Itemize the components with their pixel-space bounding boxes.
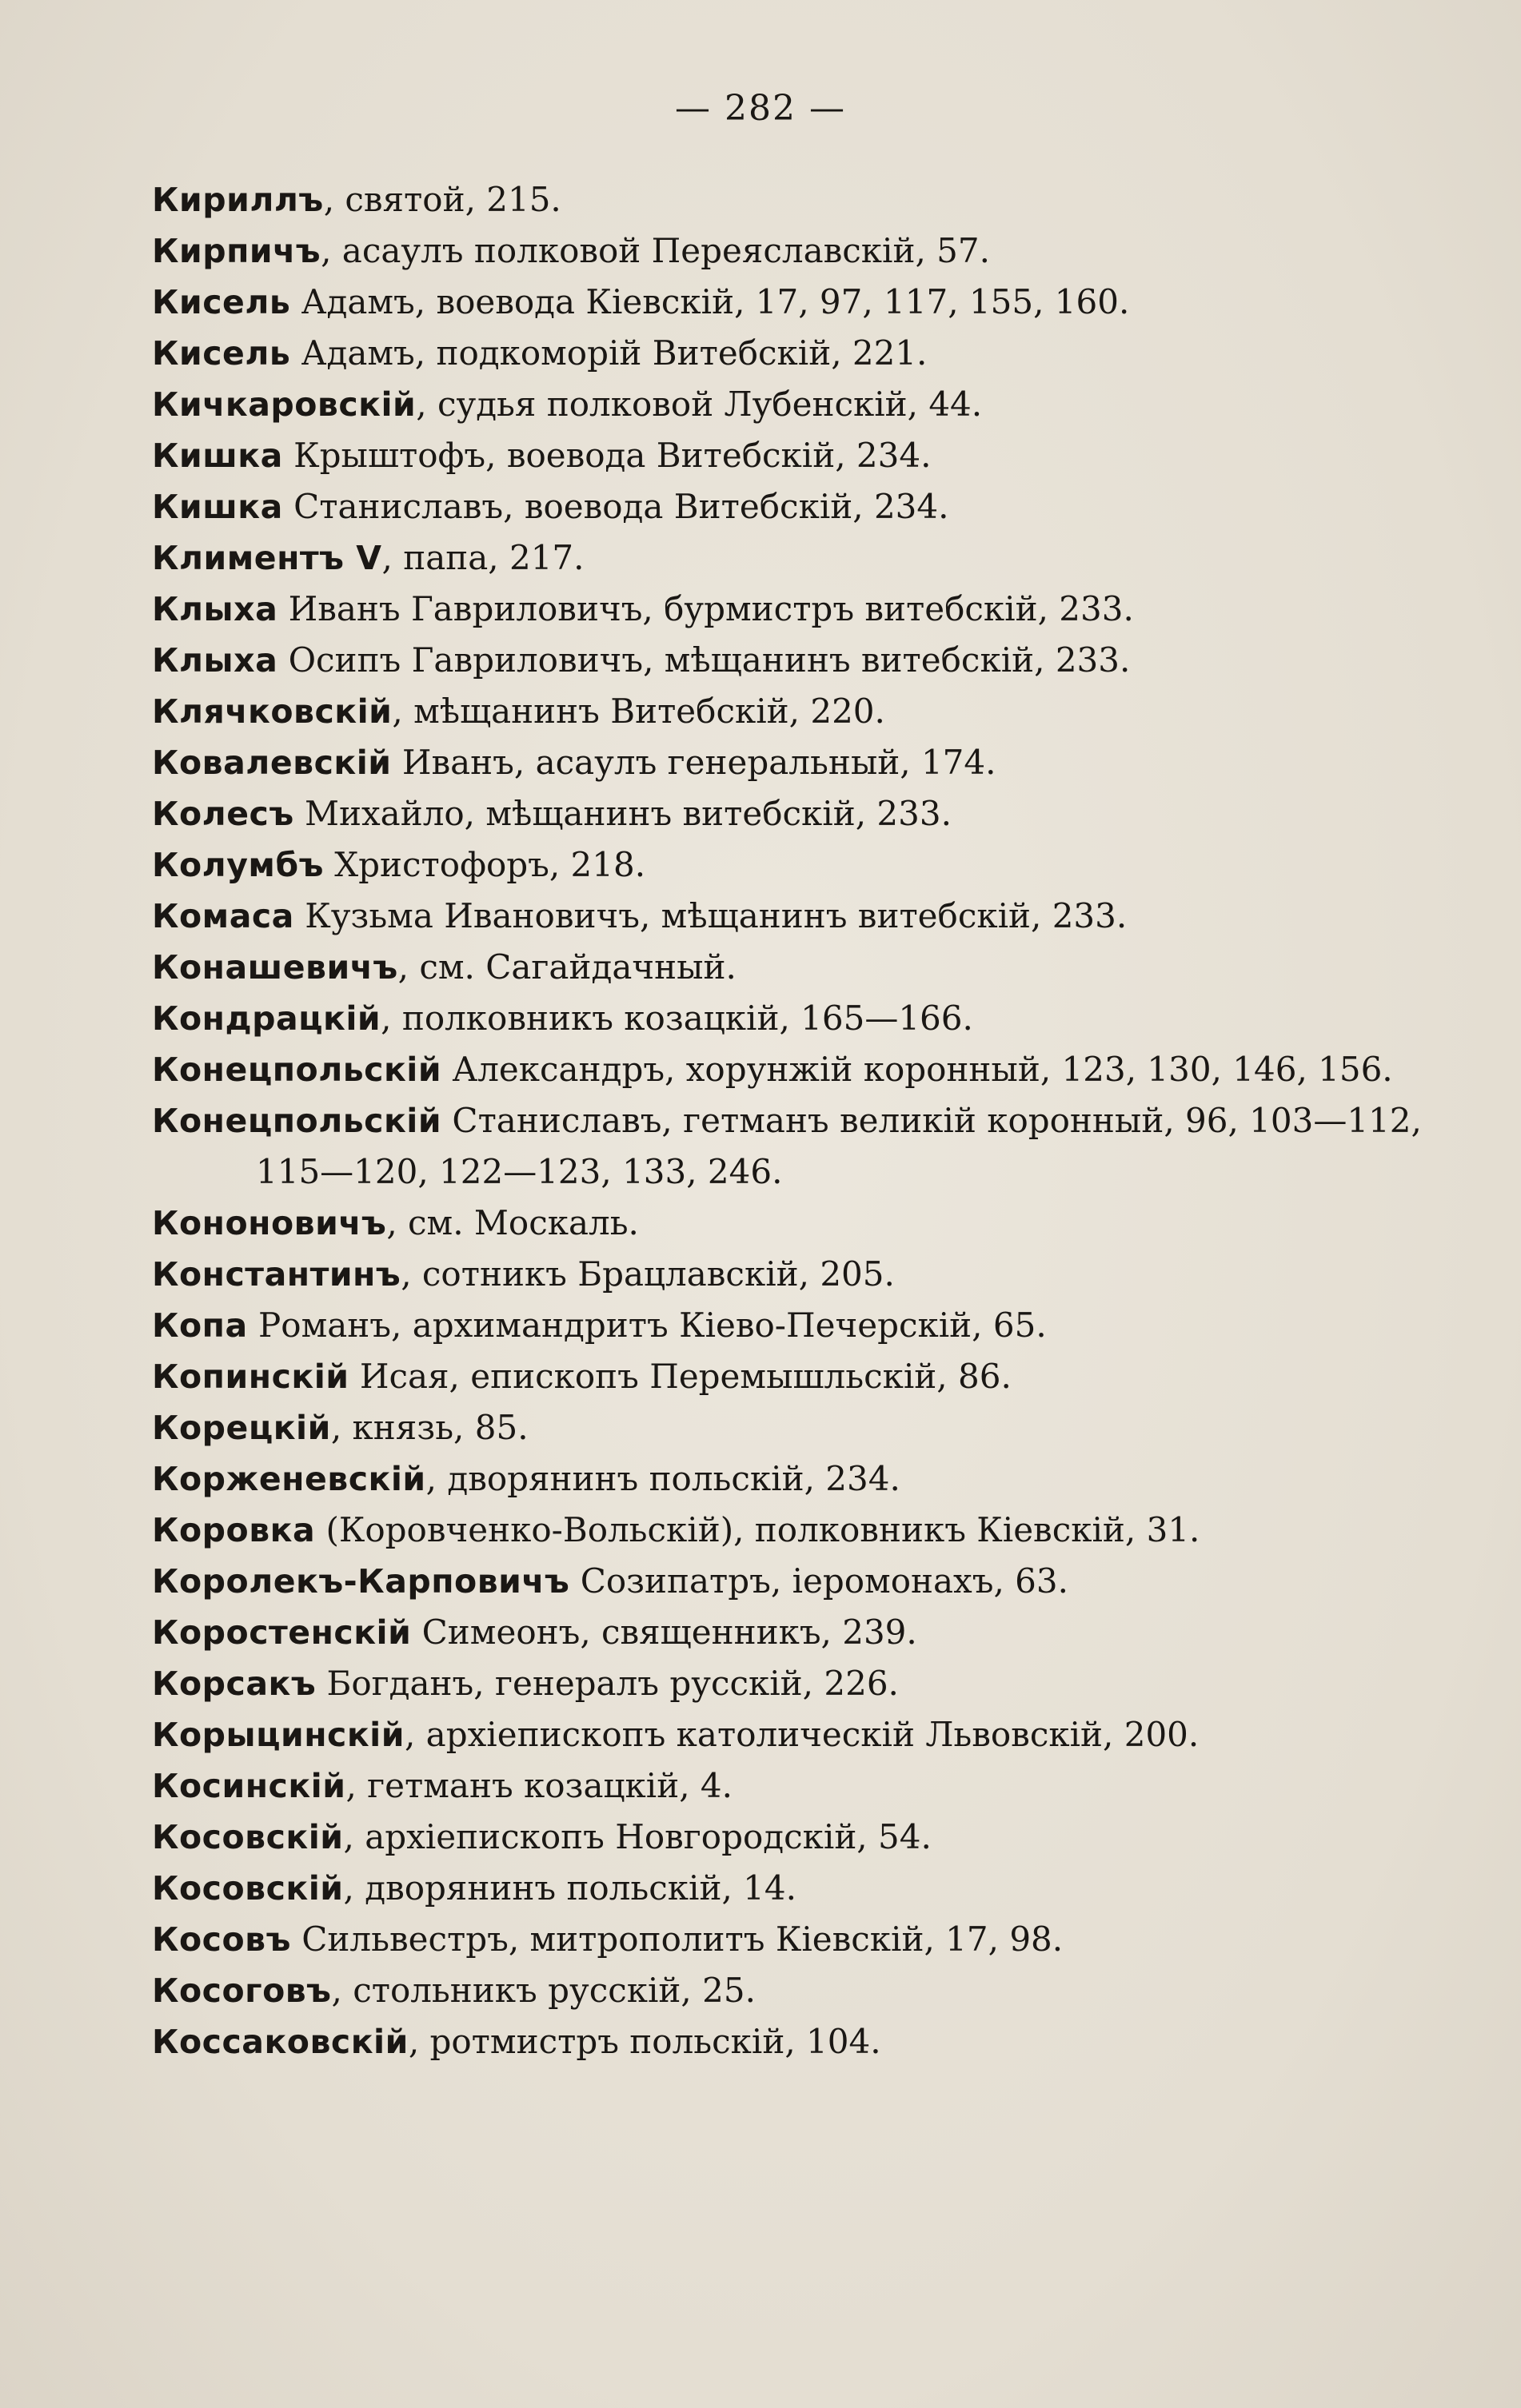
entry-heading: Корецкій	[152, 1409, 331, 1447]
entry-text: , ротмистръ польскій, 104.	[408, 2022, 881, 2061]
entry-text: , святой, 215.	[323, 180, 561, 219]
entry-heading: Кононовичъ	[152, 1204, 387, 1242]
entry-heading: Клыха	[152, 590, 278, 628]
index-entries	[152, 174, 1471, 2067]
index-entry	[152, 1914, 1471, 1965]
index-entry	[152, 430, 1471, 481]
index-entry	[152, 993, 1471, 1044]
index-entry	[152, 1658, 1471, 1709]
entry-heading: Коровка	[152, 1511, 316, 1549]
index-entry	[152, 891, 1471, 942]
index-entry	[152, 277, 1471, 328]
entry-heading: Кондрацкій	[152, 999, 381, 1038]
entry-heading: Корсакъ	[152, 1664, 317, 1703]
index-entry	[152, 174, 1471, 225]
entry-heading: Кириллъ	[152, 181, 324, 219]
entry-heading: Корыцинскій	[152, 1716, 405, 1754]
entry-heading: Константинъ	[152, 1255, 401, 1294]
entry-text: Созипатръ, іеромонахъ, 63.	[569, 1561, 1068, 1601]
entry-text: , см. Сагайдачный.	[397, 947, 737, 987]
index-entry	[152, 328, 1471, 379]
entry-text: Станиславъ, гетманъ великій коронный, 96, 103—112, 115—120, 122—123, 133, 246.	[256, 1101, 1422, 1191]
entry-heading: Клячковскій	[152, 692, 393, 731]
entry-heading: Кичкаровскій	[152, 385, 417, 424]
entry-text: , см. Москаль.	[386, 1203, 639, 1242]
entry-heading: Косовъ	[152, 1920, 291, 1959]
entry-heading: Косоговъ	[152, 1971, 332, 2010]
index-entry	[152, 1556, 1471, 1607]
entry-heading: Коссаковскій	[152, 2023, 409, 2061]
index-entry	[152, 1505, 1471, 1556]
entry-text: , асаулъ полковой Переяславскій, 57.	[321, 231, 990, 270]
entry-heading: Колесъ	[152, 795, 294, 833]
entry-heading: Комаса	[152, 897, 294, 935]
entry-heading: Кисель	[152, 283, 291, 321]
entry-text: , судья полковой Лубенскій, 44.	[416, 385, 983, 424]
entry-heading: Кишка	[152, 437, 283, 475]
entry-text: , сотникъ Брацлавскій, 205.	[401, 1254, 895, 1294]
index-entry	[152, 1095, 1471, 1198]
entry-heading: Ковалевскій	[152, 744, 392, 782]
entry-text: Кузьма Ивановичъ, мѣщанинъ витебскій, 233.	[293, 896, 1128, 935]
entry-heading: Копа	[152, 1306, 248, 1345]
entry-heading: Кисель	[152, 334, 291, 373]
entry-text: Станиславъ, воевода Витебскій, 234.	[282, 487, 949, 526]
index-entry	[152, 1402, 1471, 1453]
entry-heading: Королекъ-Карповичъ	[152, 1562, 570, 1601]
index-entry	[152, 379, 1471, 430]
index-entry	[152, 1453, 1471, 1505]
index-entry	[152, 635, 1471, 686]
entry-text: , стольникъ русскій, 25.	[331, 1971, 756, 2010]
index-entry	[152, 1198, 1471, 1249]
entry-text: Александръ, хорунжій коронный, 123, 130, 146, 156.	[441, 1050, 1393, 1089]
entry-text: Христофоръ, 218.	[323, 845, 646, 884]
entry-text: Сильвестръ, митрополитъ Кіевскій, 17, 98.	[290, 1920, 1064, 1959]
index-entry	[152, 942, 1471, 993]
entry-heading: Кишка	[152, 488, 283, 526]
entry-text: , мѣщанинъ Витебскій, 220.	[392, 692, 885, 731]
entry-heading: Колумбъ	[152, 846, 324, 884]
entry-heading: Коростенскій	[152, 1613, 412, 1652]
entry-text: Осипъ Гавриловичъ, мѣщанинъ витебскій, 233.	[277, 640, 1131, 680]
entry-heading: Конецпольскій	[152, 1102, 442, 1140]
index-entry	[152, 1044, 1471, 1095]
entry-text: Богданъ, генералъ русскій, 226.	[316, 1664, 899, 1703]
index-entry	[152, 1607, 1471, 1658]
entry-text: , архіепископъ католическій Львовскій, 200.	[404, 1715, 1200, 1754]
entry-text: , дворянинъ польскій, 14.	[343, 1868, 796, 1908]
entry-text: Крыштофъ, воевода Витебскій, 234.	[282, 436, 932, 475]
entry-text: , архіепископъ Новгородскій, 54.	[343, 1817, 932, 1856]
index-entry	[152, 1760, 1471, 1812]
index-entry	[152, 1300, 1471, 1351]
index-entry	[152, 686, 1471, 737]
entry-text: Иванъ, асаулъ генеральный, 174.	[391, 743, 996, 782]
entry-heading: Корженевскій	[152, 1460, 426, 1498]
index-entry	[152, 481, 1471, 532]
index-entry	[152, 584, 1471, 635]
index-entry	[152, 1812, 1471, 1863]
entry-heading: Косовскій	[152, 1869, 344, 1908]
entry-text: , дворянинъ польскій, 234.	[425, 1459, 900, 1498]
page-number: — 282 —	[675, 88, 846, 129]
entry-text: Романъ, архимандритъ Кіево-Печерскій, 65.	[247, 1306, 1047, 1345]
entry-text: , князь, 85.	[330, 1408, 529, 1447]
index-entry	[152, 225, 1471, 277]
entry-text: , гетманъ козацкій, 4.	[345, 1766, 733, 1805]
entry-text: Михайло, мѣщанинъ витебскій, 233.	[293, 794, 952, 833]
index-entry	[152, 2016, 1471, 2067]
index-entry	[152, 532, 1471, 584]
entry-text: (Коровченко-Вольскій), полковникъ Кіевскій, 31.	[315, 1510, 1200, 1549]
entry-heading: Кирпичъ	[152, 232, 321, 270]
entry-heading: Копинскій	[152, 1357, 349, 1396]
entry-text: Исая, епископъ Перемышльскій, 86.	[349, 1357, 1012, 1396]
entry-heading: Клыха	[152, 641, 278, 680]
entry-heading: Конашевичъ	[152, 948, 398, 987]
index-entry	[152, 1709, 1471, 1760]
entry-heading: Косинскій	[152, 1767, 346, 1805]
entry-heading: Конецпольскій	[152, 1051, 442, 1089]
entry-text: Симеонъ, священникъ, 239.	[411, 1613, 917, 1652]
index-entry	[152, 839, 1471, 891]
entry-text: , папа, 217.	[381, 538, 585, 577]
index-entry	[152, 1863, 1471, 1914]
index-entry	[152, 737, 1471, 788]
entry-text: Иванъ Гавриловичъ, бурмистръ витебскій, 233.	[277, 589, 1134, 628]
index-entry	[152, 1249, 1471, 1300]
index-entry	[152, 1351, 1471, 1402]
entry-text: , полковникъ козацкій, 165—166.	[381, 999, 973, 1038]
entry-text: Адамъ, подкоморій Витебскій, 221.	[290, 333, 928, 373]
entry-text: Адамъ, воевода Кіевскій, 17, 97, 117, 155, 160.	[290, 282, 1130, 321]
entry-heading: Климентъ V	[152, 539, 382, 577]
index-entry	[152, 1965, 1471, 2016]
entry-heading: Косовскій	[152, 1818, 344, 1856]
index-entry	[152, 788, 1471, 839]
